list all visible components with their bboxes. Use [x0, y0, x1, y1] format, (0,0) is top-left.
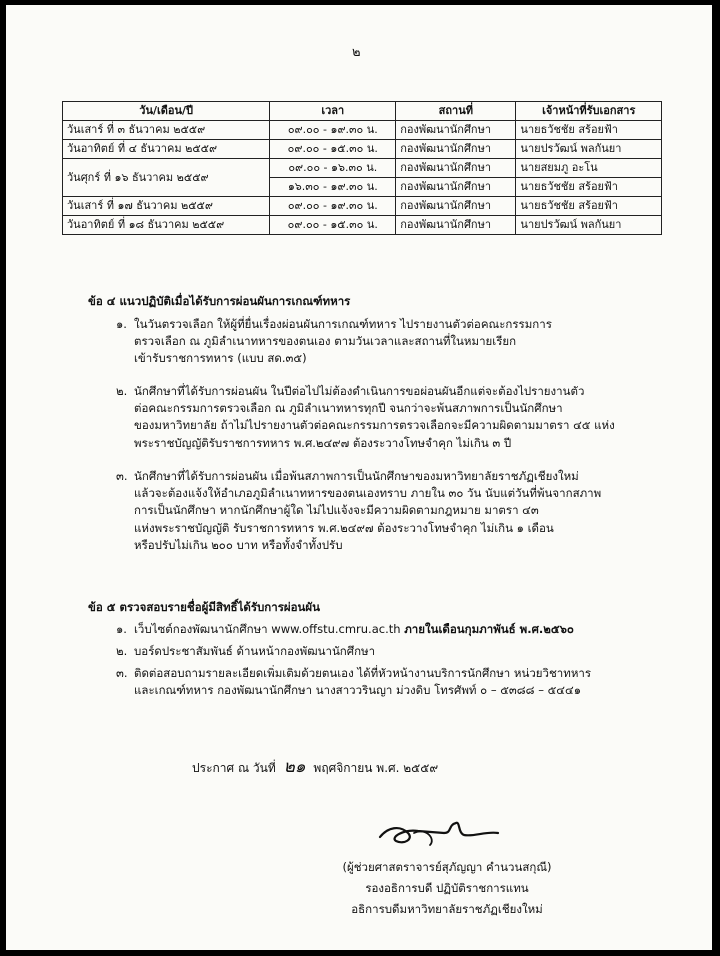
cell-time: ๐๙.๐๐ - ๑๖.๓๐ น.: [270, 159, 396, 178]
item-number: ๒.: [116, 384, 128, 398]
cell-place: กองพัฒนานักศึกษา: [396, 197, 516, 216]
announcement-month-year: พฤศจิกายน พ.ศ. ๒๕๕๙: [313, 761, 439, 775]
announcement-day: ๒๑: [283, 757, 306, 777]
section-4-item-1: [116, 316, 676, 368]
table-row: [63, 140, 662, 159]
announcement-date: [192, 753, 438, 780]
section-4-item-2: [116, 383, 676, 452]
cell-staff: นายธวัชชัย สร้อยฟ้า: [516, 121, 662, 140]
table-row: [63, 216, 662, 235]
item-deadline: ภายในเดือนกุมภาพันธ์ พ.ศ.๒๕๖๐: [404, 622, 574, 636]
item-number: ๑.: [116, 622, 127, 636]
section-5-item-3: [116, 665, 676, 699]
item-line: นักศึกษาที่ได้รับการผ่อนผัน ในปีต่อไปไม่ต้องดำเนินการขอผ่อนผันอีกแต่จะต้องไปรายงานตัว: [134, 384, 585, 398]
signatory-organization: อธิการบดีมหาวิทยาลัยราชภัฏเชียงใหม่: [351, 902, 543, 916]
item-line: ของมหาวิทยาลัย ถ้าไม่ไปรายงานตัวต่อคณะกรรมการตรวจเลือกจะมีความผิดตามมาตรา ๔๕ แห่ง: [134, 418, 615, 433]
item-line: แล้วจะต้องแจ้งให้อำเภอภูมิลำเนาทหารของตนเองทราบ ภายใน ๓๐ วัน นับแต่วันที่พ้นจากสภาพ: [134, 486, 602, 501]
cell-staff: นายปรวัฒน์ พลกันยา: [516, 140, 662, 159]
signatory-position: รองอธิการบดี ปฏิบัติราชการแทน: [365, 881, 529, 895]
table-row: [63, 197, 662, 216]
cell-time: ๐๙.๐๐ - ๑๕.๓๐ น.: [270, 216, 396, 235]
cell-date: วันอาทิตย์ ที่ ๔ ธันวาคม ๒๕๕๙: [63, 140, 270, 159]
item-line: ตรวจเลือก ณ ภูมิลำเนาทหารของตนเอง ตามวันเวลาและสถานที่ในหมายเรียก: [134, 334, 517, 349]
page-number: ๒: [352, 45, 361, 60]
section-4-item-3: [116, 468, 676, 554]
signatory-name: (ผู้ช่วยศาสตราจารย์สุภัญญา คำนวนสกุณี): [342, 860, 552, 874]
item-line: แห่งพระราชบัญญัติ รับราชการทหาร พ.ศ.๒๔๙๗ ต้องระวางโทษจำคุก ไม่เกิน ๑ เดือน: [134, 520, 554, 535]
table-row: [63, 121, 662, 140]
item-line: เข้ารับราชการทหาร (แบบ สด.๓๕): [134, 351, 307, 366]
item-line: การเป็นนักศึกษา หากนักศึกษาผู้ใด ไม่ไปแจ้งจะมีความผิดตามกฎหมาย มาตรา ๔๓: [134, 503, 539, 518]
item-line: นักศึกษาที่ได้รับการผ่อนผัน เมื่อพ้นสภาพการเป็นนักศึกษาของมหาวิทยาลัยราชภัฏเชียงใหม่: [134, 469, 579, 483]
cell-staff: นายสยมภู อะโน: [516, 159, 662, 178]
table-header-row: [63, 102, 662, 121]
cell-staff: นายปรวัฒน์ พลกันยา: [516, 216, 662, 235]
cell-place: กองพัฒนานักศึกษา: [396, 216, 516, 235]
cell-time: ๑๖.๓๐ - ๑๙.๓๐ น.: [270, 178, 396, 197]
cell-staff: นายธวัชชัย สร้อยฟ้า: [516, 197, 662, 216]
section-4-heading: ข้อ ๔ แนวปฏิบัติเมื่อได้รับการผ่อนผันการเกณฑ์ทหาร: [88, 294, 351, 308]
item-line: ติดต่อสอบถามรายละเอียดเพิ่มเติมด้วยตนเอง ได้ที่หัวหน้างานบริการนักศึกษา หน่วยวิชาทหาร: [134, 666, 592, 680]
cell-date: วันเสาร์ ที่ ๓ ธันวาคม ๒๕๕๙: [63, 121, 270, 140]
item-text: บอร์ดประชาสัมพันธ์ ด้านหน้ากองพัฒนานักศึกษา: [134, 644, 376, 658]
cell-date: วันเสาร์ ที่ ๑๗ ธันวาคม ๒๕๕๙: [63, 197, 270, 216]
item-number: ๓.: [116, 666, 128, 680]
signatory-block: [322, 857, 572, 920]
cell-place: กองพัฒนานักศึกษา: [396, 140, 516, 159]
cell-time: ๐๙.๐๐ - ๑๕.๓๐ น.: [270, 140, 396, 159]
schedule-table: [62, 101, 662, 235]
item-line: ต่อคณะกรรมการตรวจเลือก ณ ภูมิลำเนาทหารทุกปี จนกว่าจะพ้นสภาพการเป็นนักศึกษา: [134, 401, 563, 416]
header-place: สถานที่: [396, 102, 516, 121]
cell-date: วันศุกร์ ที่ ๑๖ ธันวาคม ๒๕๕๙: [63, 159, 270, 197]
cell-time: ๐๙.๐๐ - ๑๙.๓๐ น.: [270, 121, 396, 140]
item-line: พระราชบัญญัติรับราชการทหาร พ.ศ.๒๔๙๗ ต้องระวางโทษจำคุก ไม่เกิน ๓ ปี: [134, 435, 512, 450]
section-5-heading: ข้อ ๕ ตรวจสอบรายชื่อผู้มีสิทธิ์ได้รับการผ่อนผัน: [88, 600, 320, 614]
section-5-item-2: [116, 643, 676, 660]
handwritten-signature: [374, 815, 504, 855]
header-time: เวลา: [270, 102, 396, 121]
table-row: [63, 159, 662, 178]
header-date: วัน/เดือน/ปี: [63, 102, 270, 121]
cell-time: ๐๙.๐๐ - ๑๙.๓๐ น.: [270, 197, 396, 216]
announcement-prefix: ประกาศ ณ วันที่: [192, 761, 276, 775]
item-number: ๑.: [116, 317, 127, 331]
cell-place: กองพัฒนานักศึกษา: [396, 178, 516, 197]
item-line: ในวันตรวจเลือก ให้ผู้ที่ยื่นเรื่องผ่อนผันการเกณฑ์ทหาร ไปรายงานตัวต่อคณะกรรมการ: [134, 317, 552, 331]
item-number: ๒.: [116, 644, 128, 658]
cell-date: วันอาทิตย์ ที่ ๑๘ ธันวาคม ๒๕๕๙: [63, 216, 270, 235]
document-page: [6, 5, 712, 950]
item-text: เว็บไซต์กองพัฒนานักศึกษา www.offstu.cmru.ac.th: [134, 622, 405, 636]
header-staff: เจ้าหน้าที่รับเอกสาร: [516, 102, 662, 121]
section-5-item-1: [116, 621, 676, 638]
item-number: ๓.: [116, 469, 128, 483]
item-line: และเกณฑ์ทหาร กองพัฒนานักศึกษา นางสาววรินญา ม่วงดิบ โทรศัพท์ ๐ – ๕๓๘๘ – ๕๔๔๑: [134, 683, 582, 698]
item-line: หรือปรับไม่เกิน ๒๐๐ บาท หรือทั้งจำทั้งปรับ: [134, 537, 343, 552]
cell-place: กองพัฒนานักศึกษา: [396, 121, 516, 140]
cell-staff: นายธวัชชัย สร้อยฟ้า: [516, 178, 662, 197]
cell-place: กองพัฒนานักศึกษา: [396, 159, 516, 178]
